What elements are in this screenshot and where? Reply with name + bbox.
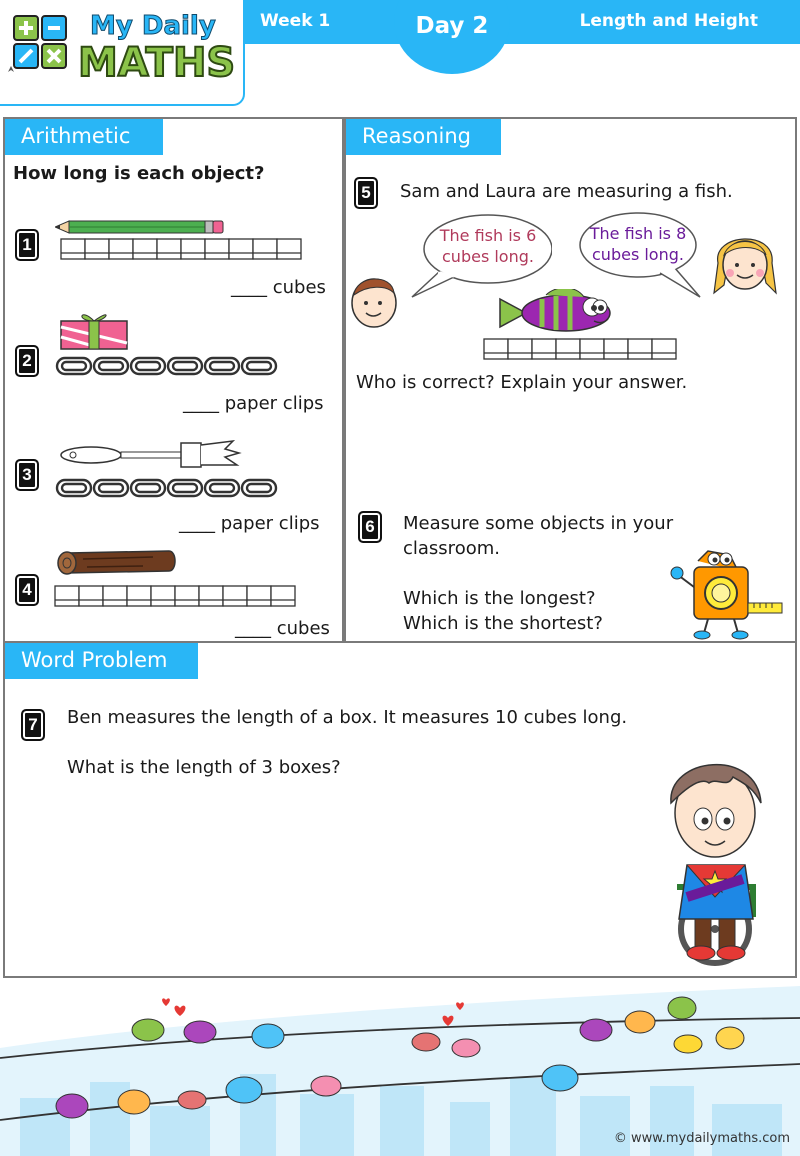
laura-face-icon xyxy=(710,223,780,303)
footer-decoration xyxy=(0,978,800,1156)
multiply-icon xyxy=(42,44,66,68)
city-birds-illustration xyxy=(0,978,800,1156)
bubble-left-text xyxy=(420,225,556,267)
logo xyxy=(0,0,245,106)
arithmetic-panel xyxy=(3,117,344,643)
bubble-right-text xyxy=(576,223,700,265)
tape-measure-mascot-icon xyxy=(668,547,788,643)
sam-face-icon xyxy=(348,269,402,331)
question-5-prompt: Who is correct? Explain your answer. xyxy=(356,372,688,393)
arithmetic-prompt: How long is each object? xyxy=(13,163,265,184)
present-icon xyxy=(57,309,137,353)
paintbrush-icon xyxy=(57,437,247,473)
copyright-text: © www.mydailymaths.com xyxy=(613,1131,790,1146)
divide-icon xyxy=(14,44,38,68)
reasoning-title: Reasoning xyxy=(346,119,501,155)
question-7-text: Ben measures the length of a box. It measures 10 cubes long. xyxy=(67,707,628,728)
answer-2: ____ paper clips xyxy=(183,393,324,414)
cube-row-8 xyxy=(480,337,680,363)
logo-line2: MATHS xyxy=(78,40,236,86)
page-header xyxy=(0,0,800,110)
word-problem-panel xyxy=(3,641,797,978)
question-7-prompt: What is the length of 3 boxes? xyxy=(67,757,341,778)
cube-row-10 xyxy=(49,582,299,610)
bubble-right-line2: cubes long. xyxy=(592,245,684,264)
minus-icon xyxy=(42,16,66,40)
cube-row-10 xyxy=(61,239,301,259)
question-number-6: 6 xyxy=(358,511,382,543)
pencil-icon xyxy=(55,221,223,233)
sparkle-icon xyxy=(8,66,14,72)
fish-icon xyxy=(496,289,626,339)
pencil-measure-image xyxy=(55,217,305,269)
log-icon xyxy=(53,547,183,583)
word-problem-title: Word Problem xyxy=(5,643,198,679)
week-label: Week 1 xyxy=(260,11,331,31)
plus-icon xyxy=(14,16,38,40)
paperclip-row-6 xyxy=(53,354,285,380)
bubble-left-line1: The fish is 6 xyxy=(439,226,537,245)
question-6-line1: Measure some objects in your xyxy=(403,513,674,534)
topic-label: Length and Height xyxy=(579,11,758,31)
question-number-1: 1 xyxy=(15,229,39,261)
question-number-3: 3 xyxy=(15,459,39,491)
bubble-right-line1: The fish is 8 xyxy=(589,224,687,243)
day-label: Day 2 xyxy=(415,13,489,39)
question-number-7: 7 xyxy=(21,709,45,741)
reasoning-panel xyxy=(344,117,797,643)
paperclip-row-6 xyxy=(53,476,285,502)
question-number-2: 2 xyxy=(15,345,39,377)
question-5-text: Sam and Laura are measuring a fish. xyxy=(400,181,733,202)
answer-4: ____ cubes xyxy=(235,618,330,639)
question-6-line2: classroom. xyxy=(403,538,500,559)
question-number-5: 5 xyxy=(354,177,378,209)
answer-1: ____ cubes xyxy=(231,277,326,298)
question-number-4: 4 xyxy=(15,574,39,606)
bubble-left-line2: cubes long. xyxy=(442,247,534,266)
question-6-line3: Which is the longest? xyxy=(403,588,596,609)
answer-3: ____ paper clips xyxy=(179,513,320,534)
question-6-line4: Which is the shortest? xyxy=(403,613,603,634)
arithmetic-title: Arithmetic xyxy=(5,119,163,155)
boy-in-wheelchair-icon xyxy=(657,747,777,973)
logo-line1: My Daily xyxy=(90,11,216,41)
